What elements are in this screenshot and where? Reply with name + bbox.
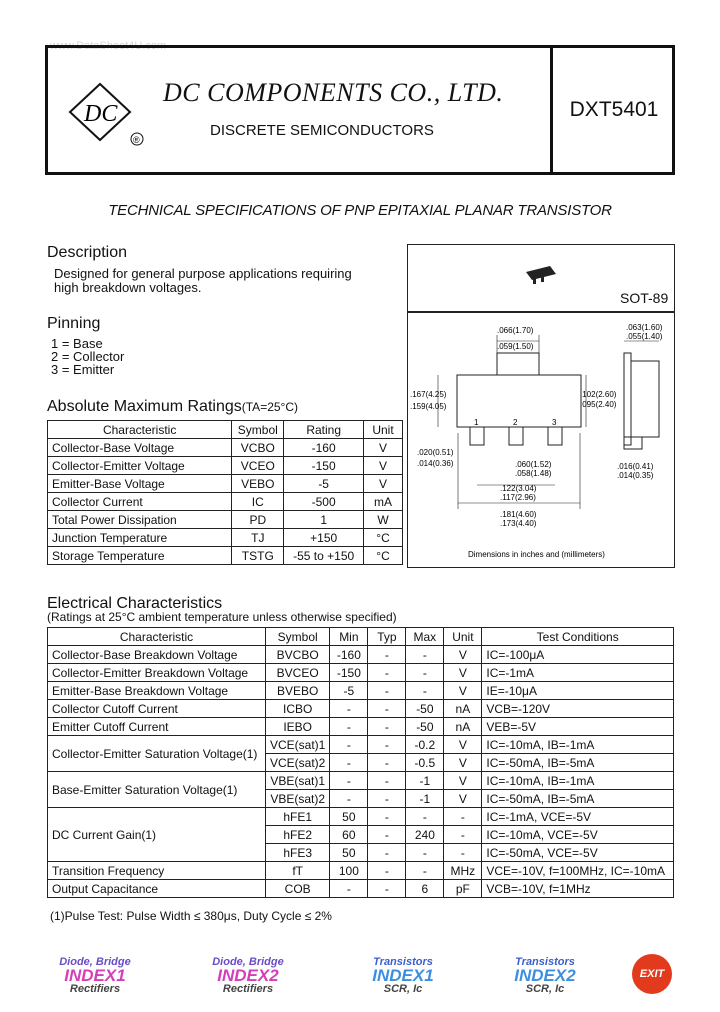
- cell: 50: [330, 844, 368, 862]
- cell: -: [368, 772, 406, 790]
- cell: Emitter Cutoff Current: [48, 718, 266, 736]
- cell: Collector-Emitter Breakdown Voltage: [48, 664, 266, 682]
- diode-index-2-link[interactable]: [193, 956, 303, 996]
- cell: hFE3: [266, 844, 330, 862]
- dim-3a: .167(4.25): [410, 390, 447, 399]
- dim-4a: .102(2.60): [580, 390, 617, 399]
- cell: -55 to +150: [284, 547, 364, 565]
- cell: -: [368, 646, 406, 664]
- cell: Junction Temperature: [48, 529, 232, 547]
- cell: -: [406, 646, 444, 664]
- cell: -: [368, 880, 406, 898]
- cell: mA: [364, 493, 403, 511]
- cell: IC: [232, 493, 284, 511]
- cell: V: [364, 457, 403, 475]
- cell: VEB=-5V: [482, 718, 674, 736]
- cell: IC=-1mA: [482, 664, 674, 682]
- dim-6a: .060(1.52): [515, 460, 552, 469]
- cell: V: [444, 664, 482, 682]
- cell: -: [368, 700, 406, 718]
- dim-5a: .020(0.51): [417, 448, 454, 457]
- cell: V: [444, 790, 482, 808]
- company-name: DC COMPONENTS CO., LTD.: [163, 78, 504, 107]
- cell: -: [330, 718, 368, 736]
- elec-table: [47, 627, 674, 898]
- cell: Collector Cutoff Current: [48, 700, 266, 718]
- cell: Collector-Base Voltage: [48, 439, 232, 457]
- cell: V: [444, 646, 482, 664]
- pin-1: 1 = Base: [51, 336, 103, 351]
- cell: -1: [406, 790, 444, 808]
- cell: 50: [330, 808, 368, 826]
- cell: PD: [232, 511, 284, 529]
- cell: -: [330, 880, 368, 898]
- cell: °C: [364, 529, 403, 547]
- logo-mid: INDEX: [217, 966, 270, 985]
- cell: TJ: [232, 529, 284, 547]
- watermark: www.DataSheet4U.com: [50, 40, 167, 52]
- exit-button[interactable]: EXIT: [632, 954, 672, 994]
- col-typ: Typ: [368, 628, 406, 646]
- pin-label-3: 3: [552, 418, 557, 427]
- table-row: [48, 718, 674, 736]
- cell: COB: [266, 880, 330, 898]
- dim-2b: .055(1.40): [626, 332, 663, 341]
- cell: -: [444, 844, 482, 862]
- cell: IC=-50mA, VCE=-5V: [482, 844, 674, 862]
- cell: V: [444, 754, 482, 772]
- dim-2a: .063(1.60): [626, 323, 663, 332]
- cell: VCE(sat)2: [266, 754, 330, 772]
- dim-4b: .095(2.40): [580, 400, 617, 409]
- transistor-index-2-link[interactable]: [490, 956, 600, 996]
- diode-index-1-link[interactable]: [40, 956, 150, 996]
- cell: V: [364, 439, 403, 457]
- logo-mid: INDEX: [372, 966, 425, 985]
- cell: IC=-1mA, VCE=-5V: [482, 808, 674, 826]
- table-row: [48, 664, 674, 682]
- pin-label-1: 1: [474, 418, 479, 427]
- elec-subheading: (Ratings at 25°C ambient temperature unless otherwise specified): [47, 610, 397, 624]
- cell: DC Current Gain(1): [48, 808, 266, 862]
- cell: BVCEO: [266, 664, 330, 682]
- cell: Collector-Emitter Voltage: [48, 457, 232, 475]
- cell: -5: [284, 475, 364, 493]
- table-row: [48, 682, 674, 700]
- cell: 1: [284, 511, 364, 529]
- cell: -: [368, 754, 406, 772]
- cell: Storage Temperature: [48, 547, 232, 565]
- cell: -500: [284, 493, 364, 511]
- table-row: [48, 475, 403, 493]
- cell: V: [444, 736, 482, 754]
- table-row: [48, 808, 674, 826]
- logo-bot: SCR, Ic: [525, 983, 565, 995]
- cell: Output Capacitance: [48, 880, 266, 898]
- abs-max-header-row: [48, 421, 403, 439]
- cell: VCB=-120V: [482, 700, 674, 718]
- dim-5b: .014(0.36): [417, 459, 454, 468]
- cell: -160: [284, 439, 364, 457]
- package-chip-icon: [520, 262, 560, 286]
- cell: -0.2: [406, 736, 444, 754]
- transistor-index-1-link[interactable]: [348, 956, 458, 996]
- cell: IC=-50mA, IB=-5mA: [482, 790, 674, 808]
- cell: 60: [330, 826, 368, 844]
- cell: TSTG: [232, 547, 284, 565]
- cell: Emitter-Base Voltage: [48, 475, 232, 493]
- dim-9b: .173(4.40): [500, 519, 537, 528]
- pinning-heading: Pinning: [47, 315, 101, 332]
- dim-1b: .059(1.50): [497, 342, 534, 351]
- cell: IC=-10mA, IB=-1mA: [482, 772, 674, 790]
- col-symbol: Symbol: [266, 628, 330, 646]
- cell: -: [330, 772, 368, 790]
- cell: ICBO: [266, 700, 330, 718]
- cell: 240: [406, 826, 444, 844]
- cell: -0.5: [406, 754, 444, 772]
- dimension-note: Dimensions in inches and (millimeters): [468, 550, 605, 559]
- package-dimension-drawing: [408, 313, 674, 567]
- pin-2: 2 = Collector: [51, 349, 125, 364]
- cell: IE=-10μA: [482, 682, 674, 700]
- cell: +150: [284, 529, 364, 547]
- logo-mid: INDEX: [64, 966, 117, 985]
- abs-max-table: [47, 420, 403, 565]
- cell: -: [330, 790, 368, 808]
- table-row: [48, 511, 403, 529]
- dim-8b: .117(2.96): [500, 493, 536, 502]
- cell: hFE2: [266, 826, 330, 844]
- cell: Collector-Emitter Saturation Voltage(1): [48, 736, 266, 772]
- dim-6b: .058(1.48): [515, 469, 552, 478]
- logo-text: DC: [84, 101, 118, 127]
- logo-num: 1: [116, 966, 126, 985]
- cell: Collector-Base Breakdown Voltage: [48, 646, 266, 664]
- part-number: DXT5401: [569, 98, 659, 121]
- col-min: Min: [330, 628, 368, 646]
- cell: VCBO: [232, 439, 284, 457]
- cell: -: [330, 736, 368, 754]
- col-characteristic: Characteristic: [48, 628, 266, 646]
- pin-label-2: 2: [513, 418, 518, 427]
- cell: VBE(sat)1: [266, 772, 330, 790]
- footnote: (1)Pulse Test: Pulse Width ≤ 380μs, Duty Cycle ≤ 2%: [50, 909, 332, 923]
- cell: nA: [444, 718, 482, 736]
- table-row: [48, 736, 674, 754]
- cell: -50: [406, 718, 444, 736]
- cell: MHz: [444, 862, 482, 880]
- logo-bot: Rectifiers: [69, 983, 121, 995]
- header-divider: [550, 45, 553, 175]
- table-row: [48, 646, 674, 664]
- description-line-1: Designed for general purpose applications requiring: [54, 266, 352, 281]
- abs-max-heading: Absolute Maximum Ratings(TA=25°C): [47, 398, 299, 415]
- description-line-2: high breakdown voltages.: [54, 280, 202, 295]
- page-title: TECHNICAL SPECIFICATIONS OF PNP EPITAXIAL PLANAR TRANSISTOR: [108, 202, 612, 219]
- cell: -: [406, 682, 444, 700]
- logo-top: Diode, Bridge: [212, 956, 284, 968]
- cell: IC=-50mA, IB=-5mA: [482, 754, 674, 772]
- col-symbol: Symbol: [232, 421, 284, 439]
- cell: °C: [364, 547, 403, 565]
- col-characteristic: Characteristic: [48, 421, 232, 439]
- cell: -: [368, 826, 406, 844]
- cell: -: [368, 682, 406, 700]
- cell: W: [364, 511, 403, 529]
- cell: Base-Emitter Saturation Voltage(1): [48, 772, 266, 808]
- cell: -150: [330, 664, 368, 682]
- cell: Collector Current: [48, 493, 232, 511]
- cell: -: [368, 664, 406, 682]
- cell: VCE=-10V, f=100MHz, IC=-10mA: [482, 862, 674, 880]
- dim-1a: .066(1.70): [497, 326, 534, 335]
- dim-7b: .014(0.35): [617, 471, 654, 480]
- cell: -: [330, 754, 368, 772]
- cell: -1: [406, 772, 444, 790]
- cell: -5: [330, 682, 368, 700]
- logo-num: 1: [424, 966, 434, 985]
- cell: -: [406, 664, 444, 682]
- cell: pF: [444, 880, 482, 898]
- cell: V: [444, 772, 482, 790]
- cell: Emitter-Base Breakdown Voltage: [48, 682, 266, 700]
- cell: fT: [266, 862, 330, 880]
- table-row: [48, 457, 403, 475]
- cell: IC=-100μA: [482, 646, 674, 664]
- package-name: SOT-89: [620, 290, 669, 306]
- company-logo-icon: [64, 76, 154, 150]
- cell: -: [368, 808, 406, 826]
- cell: IEBO: [266, 718, 330, 736]
- cell: VEBO: [232, 475, 284, 493]
- cell: -50: [406, 700, 444, 718]
- cell: -: [406, 844, 444, 862]
- cell: -: [368, 862, 406, 880]
- logo-mid: INDEX: [514, 966, 567, 985]
- cell: -150: [284, 457, 364, 475]
- cell: 100: [330, 862, 368, 880]
- table-row: [48, 439, 403, 457]
- cell: -160: [330, 646, 368, 664]
- description-heading: Description: [47, 244, 128, 261]
- dim-7a: .016(0.41): [617, 462, 654, 471]
- cell: Total Power Dissipation: [48, 511, 232, 529]
- col-test-conditions: Test Conditions: [482, 628, 674, 646]
- logo-num: 2: [269, 966, 279, 985]
- col-rating: Rating: [284, 421, 364, 439]
- registered-mark: ®: [133, 135, 140, 145]
- logo-num: 2: [566, 966, 576, 985]
- table-row: [48, 772, 674, 790]
- table-row: [48, 862, 674, 880]
- elec-header-row: [48, 628, 674, 646]
- cell: nA: [444, 700, 482, 718]
- dim-3b: .159(4.05): [410, 402, 447, 411]
- cell: VCE(sat)1: [266, 736, 330, 754]
- logo-bot: Rectifiers: [222, 983, 274, 995]
- logo-top: Diode, Bridge: [59, 956, 131, 968]
- cell: IC=-10mA, IB=-1mA: [482, 736, 674, 754]
- cell: VCB=-10V, f=1MHz: [482, 880, 674, 898]
- company-subtitle: DISCRETE SEMICONDUCTORS: [210, 122, 434, 139]
- cell: VCEO: [232, 457, 284, 475]
- cell: IC=-10mA, VCE=-5V: [482, 826, 674, 844]
- col-max: Max: [406, 628, 444, 646]
- cell: -: [368, 718, 406, 736]
- table-row: [48, 880, 674, 898]
- dim-9a: .181(4.60): [500, 510, 537, 519]
- logo-bot: SCR, Ic: [383, 983, 423, 995]
- table-row: [48, 547, 403, 565]
- dim-8a: .122(3.04): [500, 484, 537, 493]
- table-row: [48, 493, 403, 511]
- col-unit: Unit: [444, 628, 482, 646]
- cell: V: [444, 682, 482, 700]
- cell: -: [444, 808, 482, 826]
- cell: -: [406, 808, 444, 826]
- table-row: [48, 529, 403, 547]
- cell: BVCBO: [266, 646, 330, 664]
- cell: 6: [406, 880, 444, 898]
- cell: -: [368, 736, 406, 754]
- cell: -: [444, 826, 482, 844]
- elec-heading: Electrical Characteristics: [47, 595, 223, 612]
- cell: -: [368, 844, 406, 862]
- cell: -: [330, 700, 368, 718]
- cell: -: [406, 862, 444, 880]
- cell: VBE(sat)2: [266, 790, 330, 808]
- table-row: [48, 700, 674, 718]
- logo-top: Transistors: [373, 956, 433, 968]
- cell: hFE1: [266, 808, 330, 826]
- pin-3: 3 = Emitter: [51, 362, 115, 377]
- cell: Transition Frequency: [48, 862, 266, 880]
- cell: -: [368, 790, 406, 808]
- cell: V: [364, 475, 403, 493]
- logo-top: Transistors: [515, 956, 575, 968]
- col-unit: Unit: [364, 421, 403, 439]
- cell: BVEBO: [266, 682, 330, 700]
